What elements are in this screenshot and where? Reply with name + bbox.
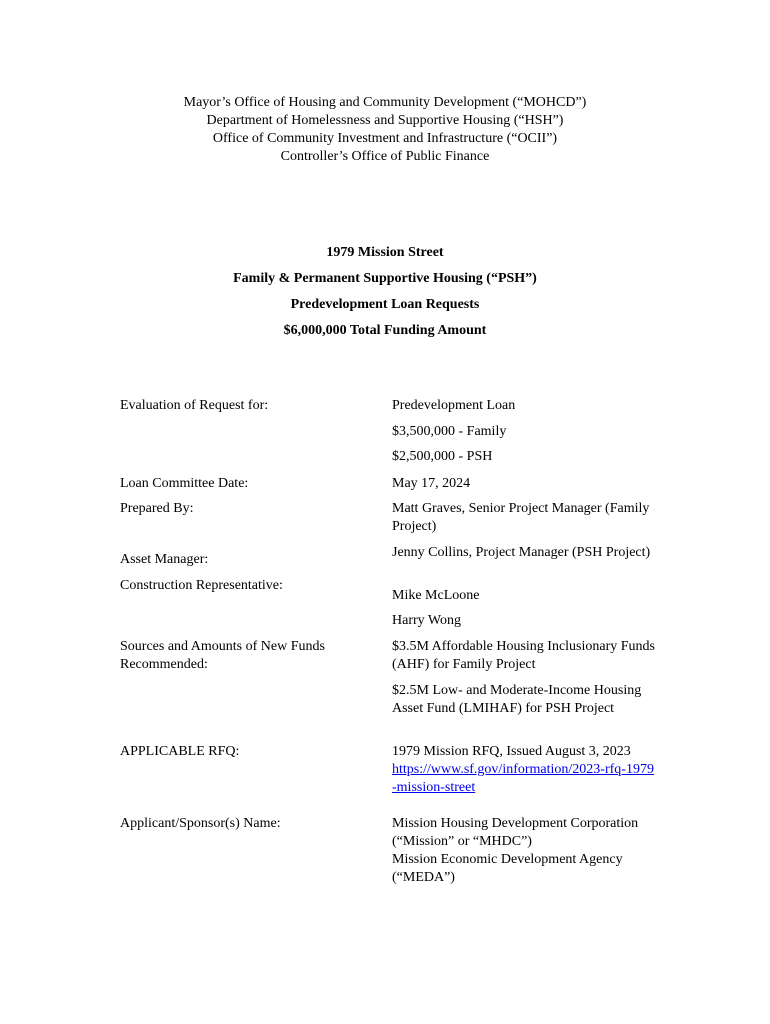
applicant-label: Applicant/Sponsor(s) Name: bbox=[120, 816, 281, 831]
applicant-meda: Mission Economic Development Agency (“MEDA”) bbox=[392, 852, 623, 885]
construction-rep-value: Mike McLoone bbox=[392, 588, 480, 603]
prepared-by-label: Prepared By: bbox=[120, 501, 194, 516]
prepared-by-value: Matt Graves, Senior Project Manager (Family Project) bbox=[392, 501, 650, 534]
project-address: 1979 Mission Street bbox=[326, 245, 444, 260]
total-funding-amount: $6,000,000 Total Funding Amount bbox=[283, 323, 487, 338]
construction-rep-label: Construction Representative: bbox=[120, 578, 283, 593]
rfq-label: APPLICABLE RFQ: bbox=[120, 744, 240, 759]
rfq-block bbox=[392, 743, 657, 797]
applicant-block bbox=[392, 815, 657, 887]
evaluation-label: Evaluation of Request for: bbox=[120, 398, 269, 413]
evaluation-psh-amount: $2,500,000 - PSH bbox=[392, 449, 493, 464]
committee-date-label: Loan Committee Date: bbox=[120, 476, 249, 491]
rfq-value: 1979 Mission RFQ, Issued August 3, 2023 bbox=[392, 744, 631, 759]
construction-rep-value-2: Harry Wong bbox=[392, 613, 461, 628]
evaluation-family-amount: $3,500,000 - Family bbox=[392, 424, 507, 439]
agency-header bbox=[0, 94, 770, 166]
asset-manager-value: Jenny Collins, Project Manager (PSH Project) bbox=[392, 545, 651, 560]
rfq-link[interactable]: https://www.sf.gov/information/2023-rfq-1979-mission-street bbox=[392, 762, 654, 795]
agency-line: Controller’s Office of Public Finance bbox=[280, 149, 490, 164]
sources-value-ahf: $3.5M Affordable Housing Inclusionary Funds (AHF) for Family Project bbox=[392, 639, 655, 672]
agency-line: Department of Homelessness and Supportive Housing (“HSH”) bbox=[206, 113, 564, 128]
agency-line: Mayor’s Office of Housing and Community Development (“MOHCD”) bbox=[183, 95, 587, 110]
sources-label: Sources and Amounts of New Funds Recommended: bbox=[120, 639, 325, 672]
request-title: Predevelopment Loan Requests bbox=[290, 297, 480, 312]
project-name: Family & Permanent Supportive Housing (“PSH”) bbox=[233, 271, 537, 286]
document-title-block bbox=[0, 244, 770, 348]
evaluation-value: Predevelopment Loan bbox=[392, 398, 516, 413]
sources-value-lmihaf: $2.5M Low- and Moderate-Income Housing Asset Fund (LMIHAF) for PSH Project bbox=[392, 683, 642, 716]
committee-date-value: May 17, 2024 bbox=[392, 476, 471, 491]
applicant-mhdc: Mission Housing Development Corporation (“Mission” or “MHDC”) bbox=[392, 816, 639, 849]
asset-manager-label: Asset Manager: bbox=[120, 552, 209, 567]
agency-line: Office of Community Investment and Infrastructure (“OCII”) bbox=[212, 131, 558, 146]
